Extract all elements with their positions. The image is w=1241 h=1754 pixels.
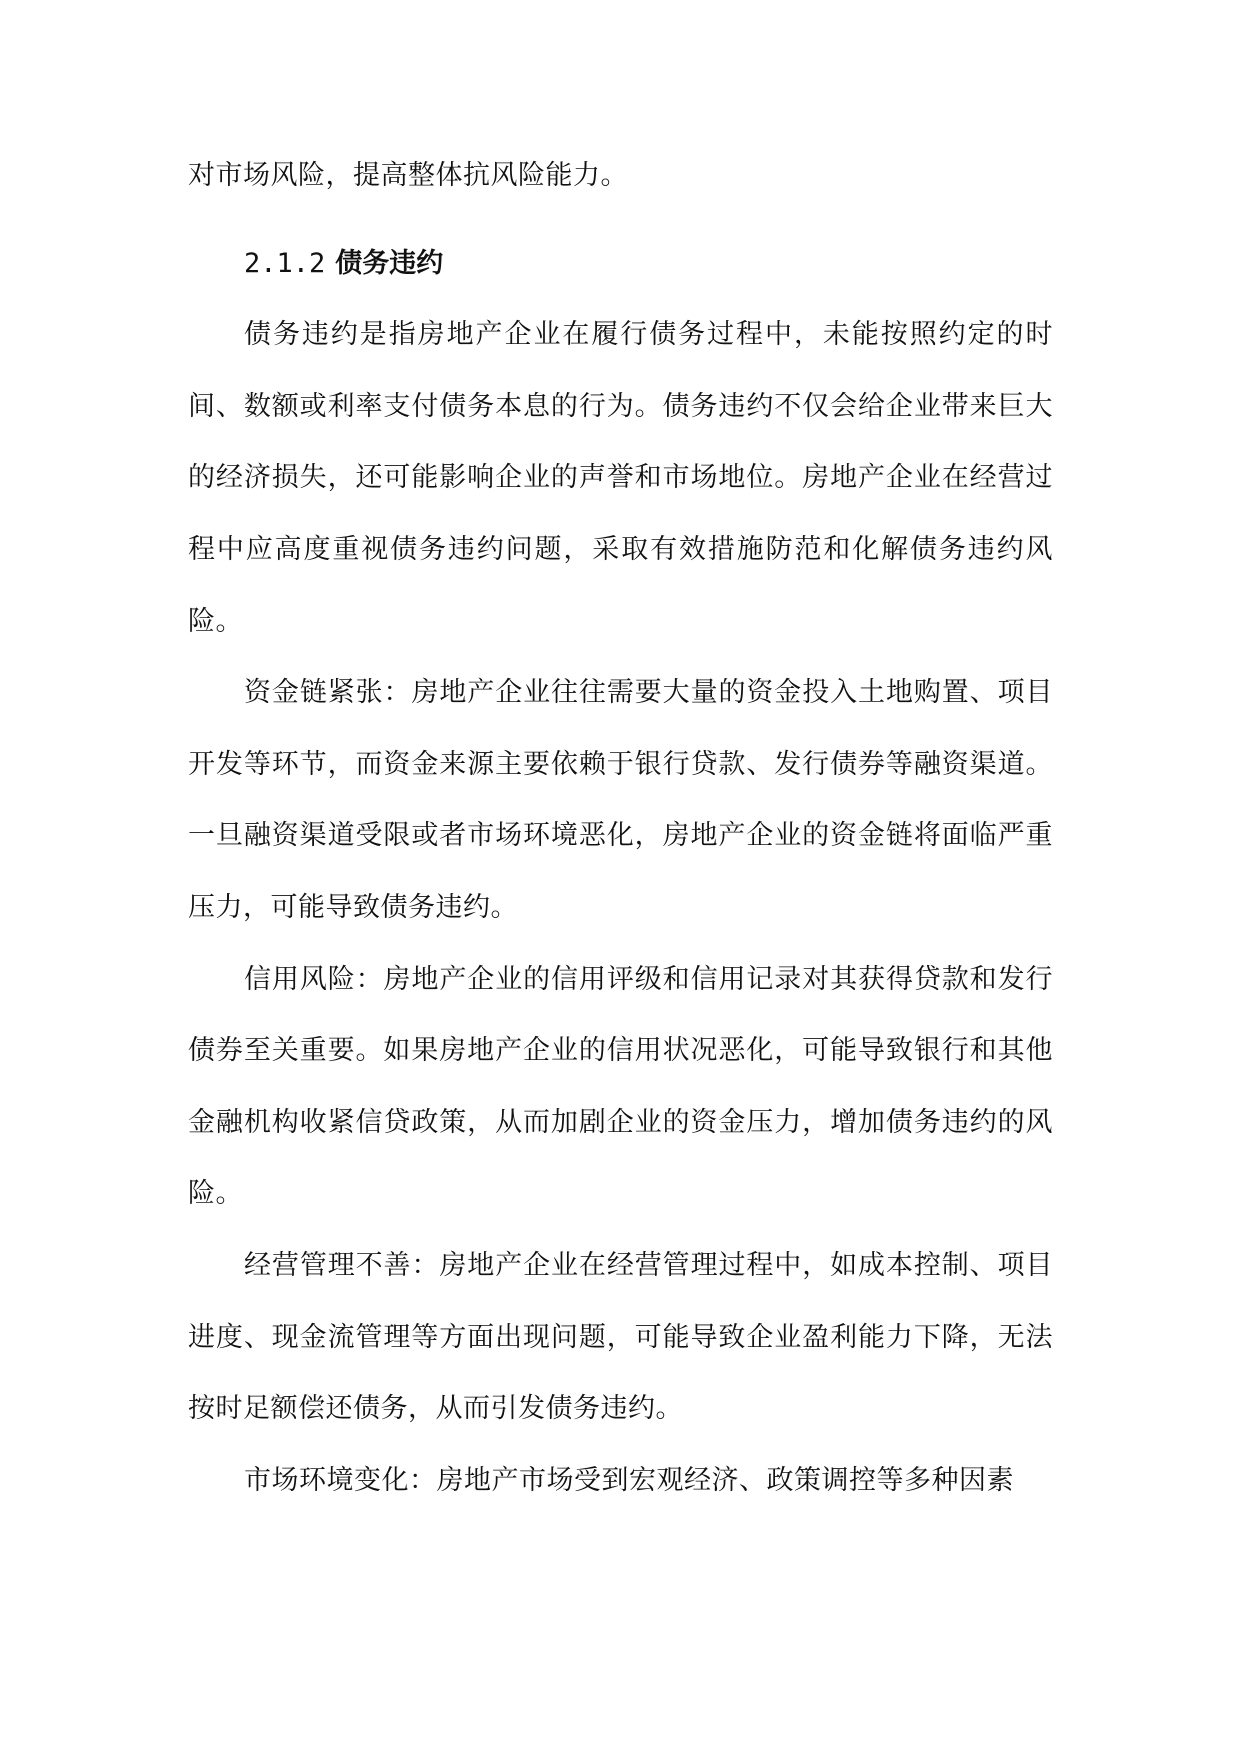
section-heading xyxy=(188,228,1053,300)
spacer xyxy=(188,212,1053,228)
paragraph-definition: 债务违约是指房地产企业在履行债务过程中，未能按照约定的时间、数额或利率支付债务本息的行为。债务违约不仅会给企业带来巨大的经济损失，还可能影响企业的声誉和市场地位。房地产企业在经营过程中应高度重视债务违约问题，采取有效措施防范和化解债务违约风险。 xyxy=(188,319,1053,637)
paragraph-management: 经营管理不善：房地产企业在经营管理过程中，如成本控制、项目进度、现金流管理等方面出现问题，可能导致企业盈利能力下降，无法按时足额偿还债务，从而引发债务违约。 xyxy=(188,1249,1053,1425)
paragraph-capital-chain: 资金链紧张：房地产企业往往需要大量的资金投入土地购置、项目开发等环节，而资金来源主要依赖于银行贷款、发行债券等融资渠道。一旦融资渠道受限或者市场环境恶化，房地产企业的资金链将面临严重压力，可能导致债务违约。 xyxy=(188,677,1053,923)
paragraph-market-change: 市场环境变化：房地产市场受到宏观经济、政策调控等多种因素 xyxy=(244,1464,1014,1496)
continuation-text: 对市场风险，提高整体抗风险能力。 xyxy=(188,160,628,191)
section-title: 债务违约 xyxy=(335,247,444,279)
section-number: 2.1.2 xyxy=(244,247,326,279)
document-body xyxy=(188,140,1053,1516)
paragraph-credit-risk: 信用风险：房地产企业的信用评级和信用记录对其获得贷款和发行债券至关重要。如果房地产企业的信用状况恶化，可能导致银行和其他金融机构收紧信贷政策，从而加剧企业的资金压力，增加债务违约的风险。 xyxy=(188,963,1053,1210)
